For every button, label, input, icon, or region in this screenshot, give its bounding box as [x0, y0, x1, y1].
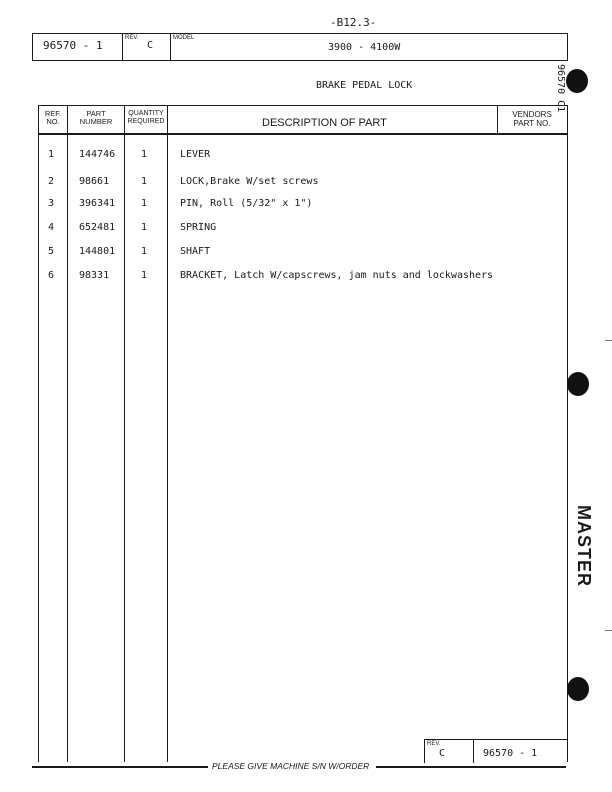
row-description: SPRING: [180, 222, 217, 233]
row-part-number: 652481: [79, 222, 116, 233]
footer-rule-right: [376, 766, 566, 768]
top-header-box: [32, 33, 568, 61]
bottom-doc-box: [424, 739, 567, 763]
header-ref-no: [39, 110, 67, 126]
divider: [122, 34, 123, 60]
row-part-number: 144801: [79, 246, 116, 257]
row-quantity: 1: [141, 270, 148, 281]
row-ref-no: 4: [48, 222, 55, 233]
row-ref-no: 6: [48, 270, 55, 281]
header-description: DESCRIPTION OF PART: [262, 117, 387, 129]
bottom-rev-label: REV.: [427, 741, 441, 747]
row-ref-no: 1: [48, 149, 55, 160]
row-quantity: 1: [141, 198, 148, 209]
row-quantity: 1: [141, 149, 148, 160]
side-code: 96570 C1: [555, 64, 566, 113]
row-part-number: 98661: [79, 176, 110, 187]
master-stamp: MASTER: [574, 505, 594, 587]
column-divider: [167, 105, 168, 762]
header-vendors: [498, 110, 566, 128]
row-ref-no: 3: [48, 198, 55, 209]
binder-hole: [567, 372, 589, 396]
rev-label: REV.: [125, 35, 139, 41]
page-reference: -B12.3-: [330, 16, 377, 29]
header-vendors-line1: VENDORS: [512, 110, 552, 119]
row-ref-no: 5: [48, 246, 55, 257]
edge-mark: [605, 340, 612, 341]
divider: [170, 34, 171, 60]
binder-hole: [567, 677, 589, 701]
row-description: LOCK,Brake W/set screws: [180, 176, 319, 187]
header-ref-line2: NO.: [46, 117, 60, 126]
header-qty-line2: REQUIRED: [127, 118, 165, 125]
row-ref-no: 2: [48, 176, 55, 187]
row-part-number: 396341: [79, 198, 116, 209]
model-label: MODEL: [173, 35, 195, 41]
row-description: LEVER: [180, 149, 211, 160]
header-part-line2: NUMBER: [79, 117, 113, 126]
rev-value: C: [147, 40, 154, 51]
row-part-number: 98331: [79, 270, 110, 281]
row-quantity: 1: [141, 246, 148, 257]
row-part-number: 144746: [79, 149, 116, 160]
header-quantity: [125, 110, 167, 126]
column-divider: [124, 105, 125, 762]
header-part-number: [68, 110, 124, 126]
header-ref-line1: REF.: [44, 109, 62, 118]
row-description: PIN, Roll (5/32" x 1"): [180, 198, 313, 209]
header-part-line1: PART: [86, 109, 106, 118]
section-title: BRAKE PEDAL LOCK: [316, 80, 413, 91]
doc-number: 96570 - 1: [43, 39, 103, 52]
divider: [473, 740, 474, 763]
model-value: 3900 - 4100W: [328, 42, 401, 53]
header-qty-line1: QUANTITY: [128, 110, 164, 117]
bottom-doc-number: 96570 - 1: [483, 748, 538, 759]
footer-note: PLEASE GIVE MACHINE S/N W/ORDER: [212, 761, 370, 771]
row-description: SHAFT: [180, 246, 211, 257]
header-vendors-line2: PART NO.: [513, 119, 551, 128]
footer-rule-left: [32, 766, 208, 768]
binder-hole: [566, 69, 588, 93]
row-description: BRACKET, Latch W/capscrews, jam nuts and lockwashers: [180, 270, 494, 281]
edge-mark: [605, 630, 612, 631]
bottom-rev-value: C: [439, 748, 446, 759]
row-quantity: 1: [141, 176, 148, 187]
row-quantity: 1: [141, 222, 148, 233]
column-divider: [67, 105, 68, 762]
header-divider: [38, 133, 568, 135]
